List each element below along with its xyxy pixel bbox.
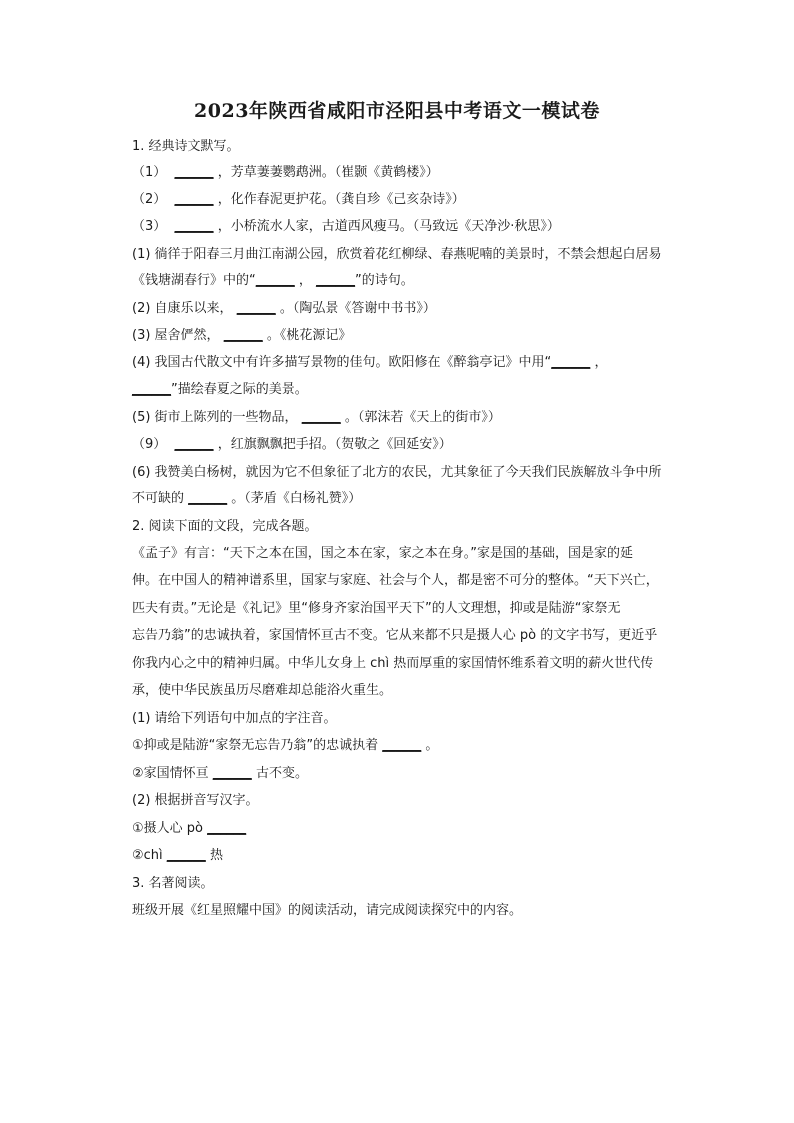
q2-sub2-item2-text-a: ②chì: [132, 848, 163, 863]
q1-heading: 1. 经典诗文默写。: [132, 139, 240, 154]
q2-sub1-item1: [132, 737, 438, 755]
q2-passage-line: 匹夫有责。”无论是《礼记》里“修身齐家治国平天下”的人文理想，抑或是陆游“家祭无: [132, 601, 621, 616]
q2-sub2-item1: [132, 820, 246, 838]
q1-part1-text-b: ”的诗句。: [355, 273, 414, 288]
q2-sub1-item2-blank: ______: [212, 766, 252, 781]
q1-part4-blank-1: ______: [551, 355, 591, 370]
q2-sub2-item1-text: ①摄人心 pò: [132, 821, 203, 836]
q1-sub9: [132, 436, 452, 454]
q3-text: 班级开展《红星照耀中国》的阅读活动，请完成阅读探究中的内容。: [132, 903, 523, 918]
q1-sub1-blank: ______: [174, 165, 214, 180]
q1-part2-text-b: 。（陶弘景《答谢中书书》）: [279, 301, 436, 316]
q2-passage-line: 你我内心之中的精神归属。中华儿女身上 chì 热而厚重的家国情怀维系着文明的薪火世代传: [132, 656, 654, 671]
q1-sub1: [132, 164, 439, 182]
q1-sub2: [132, 191, 465, 209]
q2-sub2-item1-blank: ______: [207, 821, 247, 836]
q1-part4-text-b: ”描绘春夏之际的美景。: [171, 382, 308, 397]
q2-sub1-item2-text-b: 古不变。: [255, 766, 308, 781]
q2-sub2-item2: [132, 847, 223, 865]
q1-sub3-text: ，小桥流水人家，古道西风瘦马。（马致远《天净沙·秋思》）: [217, 219, 560, 234]
q2-sub1-item1-period: 。: [425, 738, 439, 753]
q3-heading: 3. 名著阅读。: [132, 876, 214, 891]
q2-passage-line: 伸。在中国人的精神谱系里，国家与家庭、社会与个人，都是密不可分的整体。“天下兴亡，: [132, 573, 659, 588]
page-title: 2023年陕西省咸阳市泾阳县中考语文一模试卷: [194, 100, 600, 122]
q1-part2-blank: ______: [236, 301, 276, 316]
q1-sub2-text: ，化作春泥更护花。（龚自珍《己亥杂诗》）: [217, 192, 465, 207]
q1-part5-blank: ______: [301, 410, 341, 425]
q1-sub3: [132, 218, 560, 236]
q1-sub1-num: （1）: [132, 165, 167, 180]
q1-sub3-num: （3）: [132, 219, 167, 234]
q2-sub1-item1-blank: ______: [382, 738, 422, 753]
q1-part4-line2: [132, 381, 308, 399]
q1-sub9-num: （9）: [132, 437, 167, 452]
q1-part1-blank-1: ______: [255, 273, 295, 288]
q1-part1-line2: [132, 272, 414, 290]
q2-sub1-item2-text-a: ②家国情怀亘: [132, 766, 209, 781]
q2-sub2-item2-blank: ______: [166, 848, 206, 863]
q1-sub3-blank: ______: [174, 219, 214, 234]
q1-part3-blank: ______: [223, 328, 263, 343]
q1-sub9-blank: ______: [174, 437, 214, 452]
q1-part4-line1: [132, 354, 607, 372]
q1-part6-line2: [132, 490, 361, 508]
q1-part4-comma: ，: [594, 355, 608, 370]
q2-sub1-heading: (1) 请给下列语句中加点的字注音。: [132, 711, 337, 726]
q2-heading: 2. 阅读下面的文段，完成各题。: [132, 519, 318, 534]
q1-part1-line1: (1) 徜徉于阳春三月曲江南湖公园，欣赏着花红柳绿、春燕呢喃的美景时，不禁会想起白居易: [132, 247, 662, 262]
q1-part4-blank-2: ______: [132, 382, 171, 397]
q1-part2: [132, 300, 436, 318]
q1-sub1-text: ，芳草萋萋鹦鹉洲。（崔颢《黄鹤楼》）: [217, 165, 439, 180]
q1-part6-line1: (6) 我赞美白杨树，就因为它不但象征了北方的农民，尤其象征了今天我们民族解放斗争中所: [132, 465, 662, 480]
q1-part3-text-b: 。《桃花源记》: [266, 328, 352, 343]
q1-sub9-text: ，红旗飘飘把手招。（贺敬之《回延安》）: [217, 437, 452, 452]
q1-part6-blank: ______: [188, 491, 228, 506]
q1-part1-text-a: 《钱塘湖春行》中的“: [132, 273, 256, 288]
q1-part1-blank-2: ______: [316, 273, 356, 288]
q1-part2-text-a: (2) 自康乐以来，: [132, 301, 233, 316]
q2-passage-line: 忘告乃翁”的忠诚执着，家国情怀亘古不变。它从来都不只是摄人心 pò 的文字书写，更近乎: [132, 628, 658, 643]
q1-part6-text-b: 。（茅盾《白杨礼赞》）: [231, 491, 362, 506]
q2-sub2-item2-text-b: 热: [209, 848, 223, 863]
q2-sub2-heading: (2) 根据拼音写汉字。: [132, 793, 259, 808]
q1-part3-text-a: (3) 屋舍俨然，: [132, 328, 220, 343]
q1-part5-text-a: (5) 街市上陈列的一些物品，: [132, 410, 298, 425]
q1-sub2-num: （2）: [132, 192, 167, 207]
q1-part5: [132, 409, 501, 427]
q2-passage-line: 《孟子》有言：“天下之本在国，国之本在家，家之本在身。”家是国的基础，国是家的延: [132, 546, 633, 561]
q1-part5-text-b: 。（郭沫若《天上的街市》）: [344, 410, 501, 425]
q2-passage-line: 承，使中华民族虽历尽磨难却总能浴火重生。: [132, 683, 393, 698]
q1-part6-text-a: 不可缺的: [132, 491, 185, 506]
q2-sub1-item2: [132, 765, 308, 783]
q2-sub1-item1-text: ①抑或是陆游“家祭无忘告乃翁”的忠诚执着: [132, 738, 379, 753]
q1-part4-text-a: (4) 我国古代散文中有许多描写景物的佳句。欧阳修在《醉翁亭记》中用“: [132, 355, 552, 370]
q1-part3: [132, 327, 351, 345]
q1-sub2-blank: ______: [174, 192, 214, 207]
q1-part1-comma: ，: [298, 273, 312, 288]
